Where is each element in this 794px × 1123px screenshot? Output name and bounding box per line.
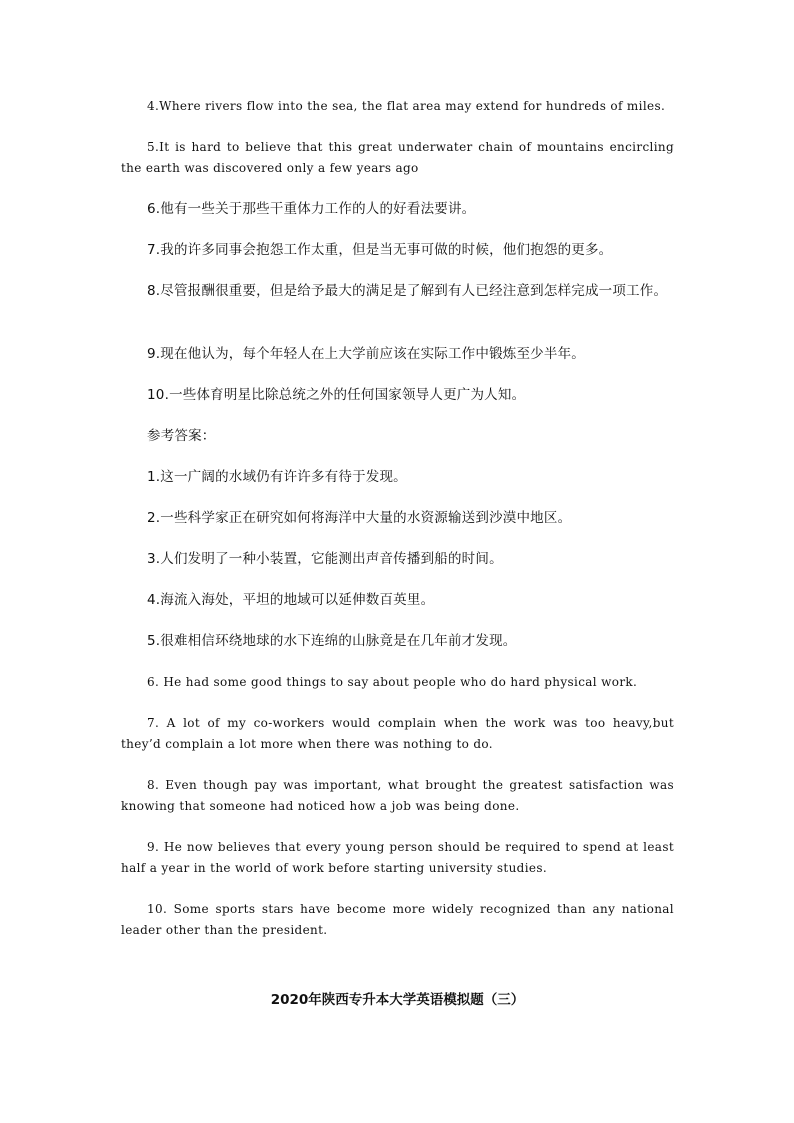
paragraph-exercise-7: 7.我的许多同事会抱怨工作太重，但是当无事可做的时候，他们抱怨的更多。 xyxy=(147,242,613,258)
answer-cn-4: 4.海流入海处，平坦的地域可以延伸数百英里。 xyxy=(147,592,435,608)
paragraph-exercise-8: 8.尽管报酬很重要，但是给予最大的满足是了解到有人已经注意到怎样完成一项工作。 xyxy=(147,283,668,299)
answer-key-heading: 参考答案： xyxy=(147,428,216,444)
answer-en-6: 6. He had some good things to say about people who do hard physical work. xyxy=(147,675,638,689)
answer-cn-1: 1.这一广阔的水域仍有许许多有待于发现。 xyxy=(147,469,407,485)
section-title: 2020年陕西专升本大学英语模拟题（三） xyxy=(270,992,525,1008)
answer-en-8: 8. Even though pay was important, what brought the greatest satisfaction was knowing that someone had noticed how a job was being done. xyxy=(121,778,674,813)
answer-cn-3: 3.人们发明了一种小装置，它能测出声音传播到船的时间。 xyxy=(147,551,503,567)
paragraph-exercise-9: 9.现在他认为，每个年轻人在上大学前应该在实际工作中锻炼至少半年。 xyxy=(147,346,585,362)
document-body xyxy=(121,96,674,941)
paragraph-exercise-10: 10.一些体育明星比除总统之外的任何国家领导人更广为人知。 xyxy=(147,387,526,403)
answer-en-10: 10. Some sports stars have become more widely recognized than any national leader other than the president. xyxy=(121,902,674,937)
answer-cn-5: 5.很难相信环绕地球的水下连绵的山脉竟是在几年前才发现。 xyxy=(147,633,517,649)
paragraph-translation-en-5: 5.It is hard to believe that this great underwater chain of mountains encircling the earth was discovered only a few years ago xyxy=(121,140,674,175)
answer-en-9: 9. He now believes that every young person should be required to spend at least half a year in the world of work before starting university studies. xyxy=(121,840,674,875)
answer-en-7: 7. A lot of my co-workers would complain when the work was too heavy,but they’d complain a lot more when there was nothing to do. xyxy=(121,716,674,751)
paragraph-exercise-6: 6.他有一些关于那些干重体力工作的人的好看法要讲。 xyxy=(147,201,476,217)
answer-cn-2: 2.一些科学家正在研究如何将海洋中大量的水资源输送到沙漠中地区。 xyxy=(147,510,572,526)
paragraph-translation-en-4: 4.Where rivers flow into the sea, the flat area may extend for hundreds of miles. xyxy=(147,99,666,113)
